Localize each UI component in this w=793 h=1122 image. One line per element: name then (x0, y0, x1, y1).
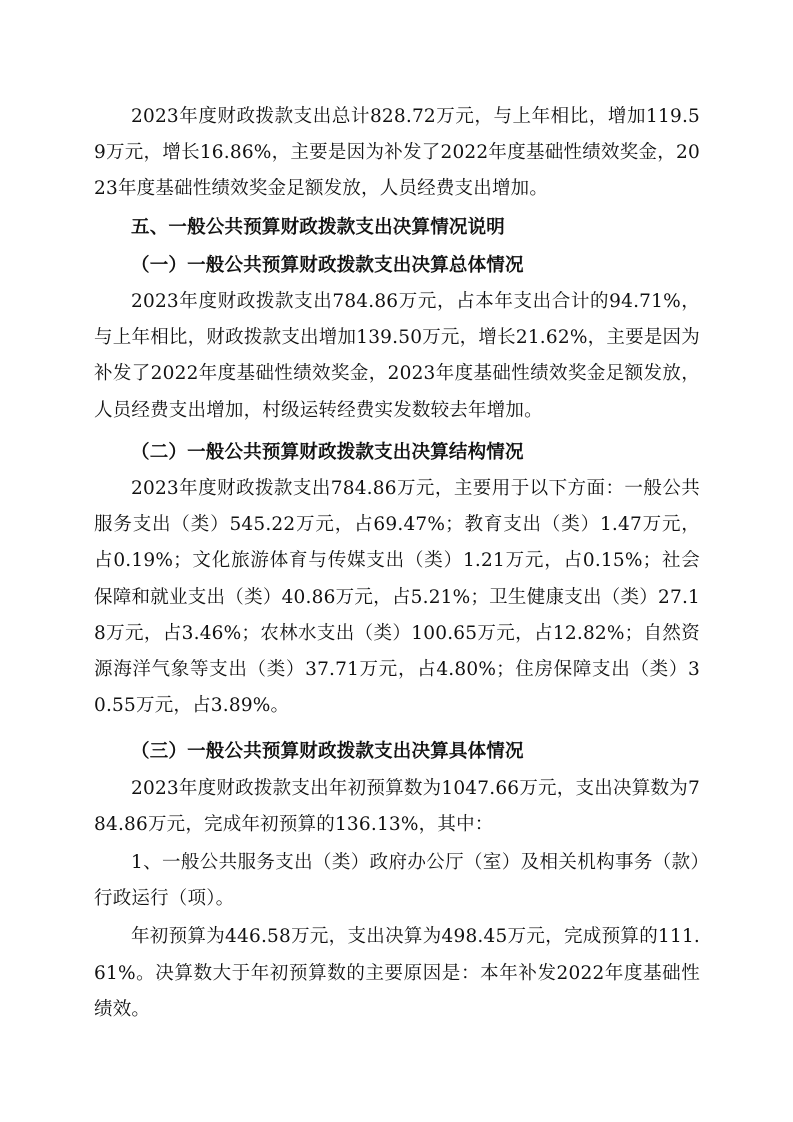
document-page (94, 99, 700, 1028)
item-1-paragraph: 年初预算为446.58万元，支出决算为498.45万元，完成预算的111.61%。决算数大于年初预算数的主要原因是：本年补发2022年度基础性绩效。 (94, 926, 700, 1020)
subsection-1-paragraph: 2023年度财政拨款支出784.86万元，占本年支出合计的94.71%，与上年相比，财政拨款支出增加139.50万元，增长21.62%，主要是因为补发了2022年度基础性绩效奖金，2023年度基础性绩效奖金足额发放，人员经费支出增加，村级运转经费实发数较去年增加。 (94, 291, 700, 421)
section-5-heading: 五、一般公共预算财政拨款支出决算情况说明 (131, 216, 506, 238)
subsection-3-paragraph: 2023年度财政拨款支出年初预算数为1047.66万元，支出决算数为784.86万元，完成年初预算的136.13%，其中： (94, 777, 700, 835)
subsection-2-paragraph: 2023年度财政拨款支出784.86万元，主要用于以下方面：一般公共服务支出（类）545.22万元，占69.47%；教育支出（类）1.47万元，占0.19%；文化旅游体育与传媒支出（类）1.21万元，占0.15%；社会保障和就业支出（类）40.86万元，占5.21%；卫生健康支出（类）27.18万元，占3.46%；农林水支出（类）100.65万元，占12.82%；自然资源海洋气象等支出（类）37.71万元，占4.80%；住房保障支出（类）30.55万元，占3.89%。 (94, 478, 700, 717)
subsection-1-heading: （一）一般公共预算财政拨款支出决算总体情况 (131, 254, 524, 276)
item-1-heading: 1、一般公共服务支出（类）政府办公厅（室）及相关机构事务（款）行政运行（项）。 (94, 852, 700, 910)
subsection-2-heading: （二）一般公共预算财政拨款支出决算结构情况 (131, 441, 524, 463)
intro-paragraph: 2023年度财政拨款支出总计828.72万元，与上年相比，增加119.59万元，增长16.86%，主要是因为补发了2022年度基础性绩效奖金，2023年度基础性绩效奖金足额发放，人员经费支出增加。 (94, 106, 700, 200)
subsection-3-heading: （三）一般公共预算财政拨款支出决算具体情况 (131, 741, 524, 763)
